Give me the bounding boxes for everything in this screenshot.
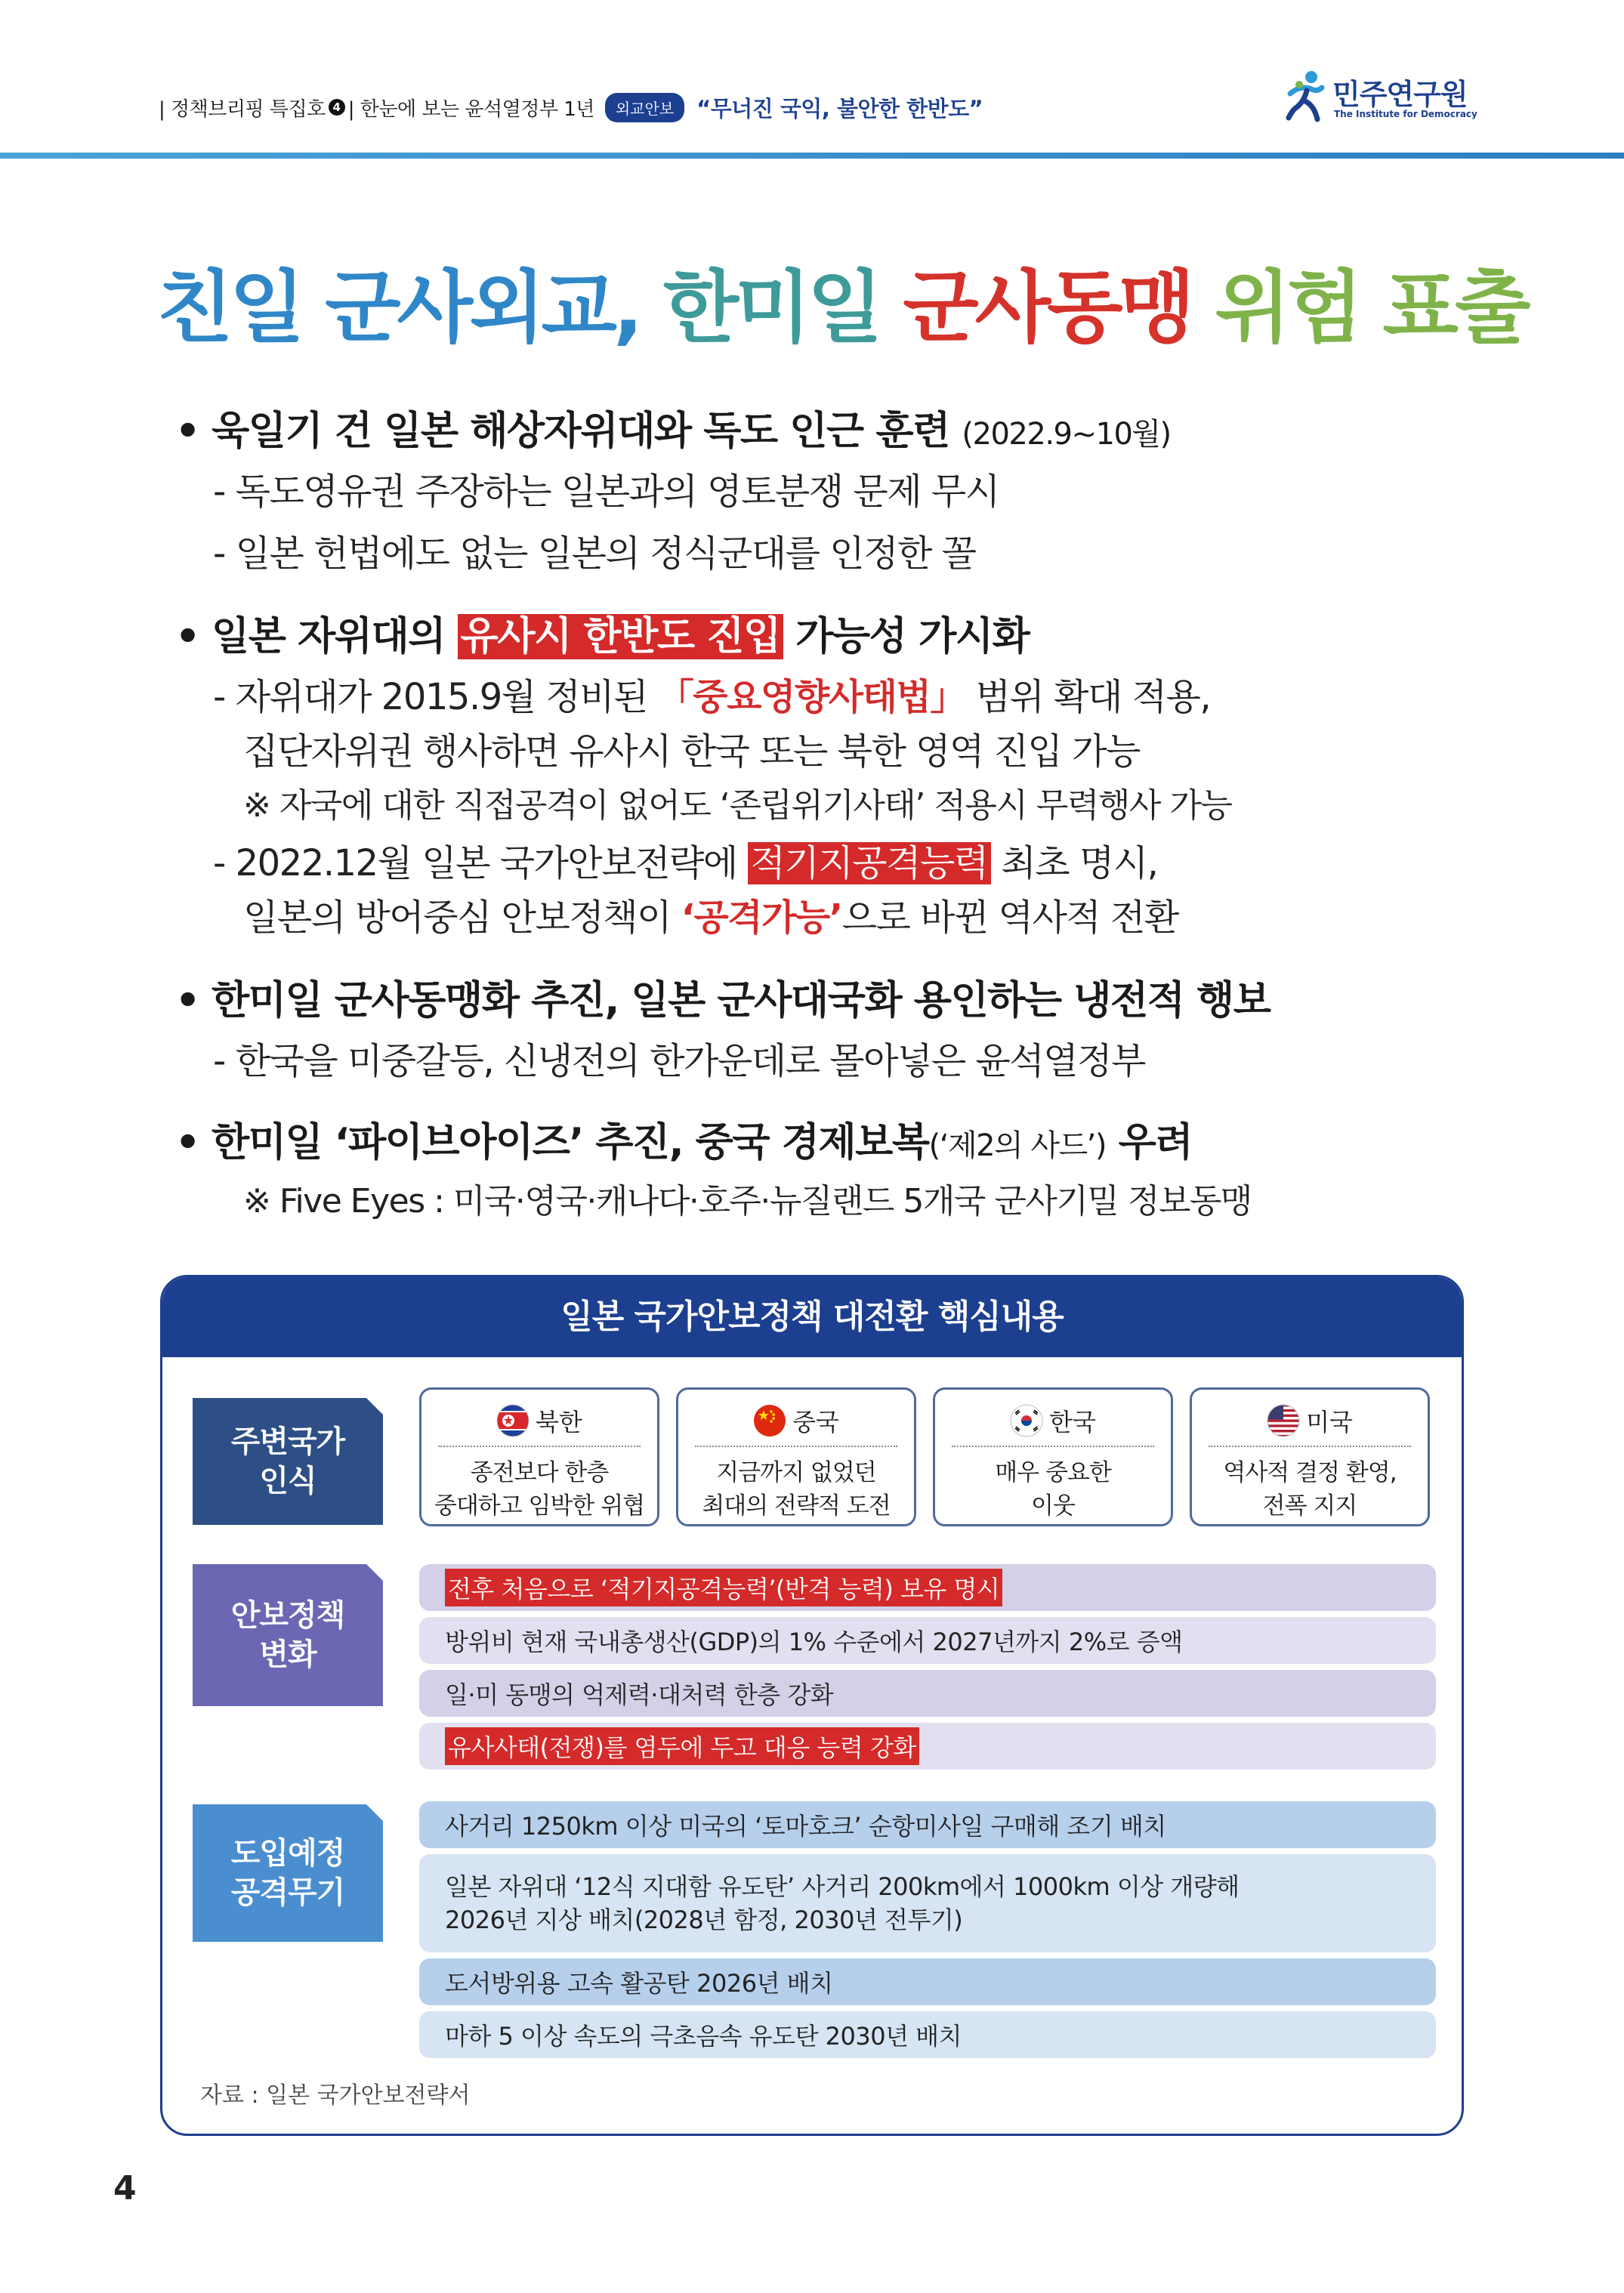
bullet-2-sub-2-cont-red: ‘공격가능’ — [681, 897, 842, 939]
policy-row-4-text: 유사사태(전쟁)를 염두에 두고 대응 능력 강화 — [445, 1727, 919, 1765]
header-category-badge: 외교안보 — [605, 93, 684, 122]
page-title — [157, 258, 1527, 356]
title-part-2: 한미일 — [662, 261, 880, 353]
weapon-row-2 — [419, 1854, 1436, 1952]
summary-box — [160, 1275, 1464, 2136]
header-issue-number: 4 — [329, 99, 345, 116]
bullet-3-text: 한미일 군사동맹화 추진, 일본 군사대국화 용인하는 냉전적 행보 — [211, 978, 1270, 1023]
country-card-usa — [1190, 1387, 1430, 1526]
bullet-marker: • — [175, 409, 199, 454]
bullet-3-sub-1: - 한국을 미중갈등, 신냉전의 한가운데로 몰아넣은 윤석열정부 — [213, 1040, 1145, 1082]
bullet-2-note: ※ 자국에 대한 직접공격이 없어도 ‘존립위기사태’ 적용시 무력행사 가능 — [243, 786, 1232, 825]
title-part-4: 위험 표출 — [1215, 261, 1527, 353]
bullet-2-sub-1-pre: - 자위대가 2015.9월 정비된 — [213, 676, 647, 718]
country-name: 북한 — [536, 1408, 582, 1437]
tag-2-line-2: 변화 — [259, 1637, 316, 1672]
policy-row-4 — [419, 1723, 1436, 1770]
title-part-1: 친일 군사외교, — [157, 261, 640, 353]
policy-row-1 — [419, 1564, 1436, 1611]
weapon-row-2-line-1: 일본 자위대 ‘12식 지대함 유도탄’ 사거리 200km에서 1000km 이상 개량해 — [445, 1872, 1240, 1901]
header-series: | 정책브리핑 특집호 — [159, 97, 326, 121]
usa-flag-icon — [1267, 1404, 1300, 1437]
weapon-row-2-line-2: 2026년 지상 배치(2028년 함정, 2030년 전투기) — [445, 1906, 963, 1934]
south-korea-flag-icon — [1010, 1404, 1043, 1437]
bullet-4 — [175, 1110, 1192, 1167]
weapon-row-4 — [419, 2011, 1436, 2058]
logo-subtitle: The Institute for Democracy — [1334, 109, 1477, 119]
card-divider — [1209, 1446, 1411, 1447]
country-desc-line-2: 최대의 전략적 도전 — [702, 1492, 891, 1520]
weapon-row-4-text: 마하 5 이상 속도의 극초음속 유도탄 2030년 배치 — [445, 2022, 962, 2051]
country-name: 중국 — [792, 1408, 839, 1437]
tag-planned-weapons — [193, 1804, 383, 1942]
bullet-4-note: (‘제2의 사드’) — [928, 1128, 1106, 1163]
country-desc-line-2: 중대하고 임박한 위협 — [434, 1492, 645, 1520]
bullet-2-sub-2-cont — [243, 888, 1178, 940]
page-number: 4 — [113, 2169, 137, 2208]
bullet-2-highlight: 유사시 한반도 진입 — [458, 614, 783, 659]
weapon-row-1 — [419, 1801, 1436, 1848]
policy-row-2-text: 방위비 현재 국내총생산(GDP)의 1% 수준에서 2027년까지 2%로 증액 — [445, 1628, 1183, 1656]
bullet-2-sub-1-cont: 집단자위권 행사하면 유사시 한국 또는 북한 영역 진입 가능 — [243, 730, 1140, 773]
tag-1-line-2: 인식 — [259, 1464, 316, 1498]
tag-3-line-2: 공격무기 — [230, 1875, 345, 1910]
bullet-2-sub-2-cont-pre: 일본의 방어중심 안보정책이 — [243, 897, 671, 939]
bullet-2-sub-1-law: 「중요영향사태법」 — [657, 676, 965, 718]
country-desc-line-1: 지금까지 없었던 — [716, 1459, 876, 1486]
tag-security-policy-change — [193, 1564, 383, 1706]
bullet-2-pre: 일본 자위대의 — [211, 614, 445, 659]
country-desc-line-1: 매우 중요한 — [995, 1459, 1111, 1486]
runner-logo-icon — [1284, 69, 1328, 122]
china-flag-icon — [753, 1404, 786, 1437]
header-divider — [0, 153, 1624, 159]
bullet-2-sub-2-pre: - 2022.12월 일본 국가안보전략에 — [213, 842, 737, 884]
country-card-south-korea — [933, 1387, 1173, 1526]
bullet-1-sub-2: - 일본 헌법에도 없는 일본의 정식군대를 인정한 꼴 — [213, 532, 976, 575]
policy-row-3-text: 일·미 동맹의 억제력·대처력 한층 강화 — [445, 1680, 834, 1709]
bullet-4-post: 우려 — [1118, 1120, 1193, 1165]
bullet-1-sub-1: - 독도영유권 주장하는 일본과의 영토분쟁 문제 무시 — [213, 471, 999, 513]
weapon-row-1-text: 사거리 1250km 이상 미국의 ‘토마호크’ 순항미사일 구매해 조기 배치 — [445, 1812, 1166, 1841]
country-name: 한국 — [1049, 1408, 1096, 1437]
country-card-china — [676, 1387, 916, 1526]
bullet-2-sub-2-cont-post: 으로 바뀐 역사적 전환 — [841, 897, 1178, 939]
bullet-2 — [175, 604, 1029, 661]
bullet-2-sub-1 — [213, 668, 1210, 720]
country-card-north-korea — [419, 1387, 659, 1526]
country-desc-line-1: 종전보다 한층 — [470, 1459, 609, 1486]
tag-3-line-1: 도입예정 — [230, 1836, 345, 1871]
bullet-3 — [175, 968, 1270, 1025]
bullet-marker: • — [175, 614, 199, 659]
bullet-2-post: 가능성 가시화 — [795, 614, 1030, 659]
country-desc-line-2: 전폭 지지 — [1262, 1492, 1357, 1520]
weapon-row-3-text: 도서방위용 고속 활공탄 2026년 배치 — [445, 1969, 833, 1998]
country-desc-line-2: 이웃 — [1031, 1492, 1075, 1520]
bullet-marker: • — [175, 978, 199, 1023]
page-header — [159, 85, 1465, 130]
bullet-1-note: (2022.9~10월) — [962, 417, 1171, 452]
north-korea-flag-icon — [496, 1404, 529, 1437]
bullet-marker: • — [175, 1120, 199, 1165]
bullet-2-sub-1-post: 범위 확대 적용, — [975, 676, 1211, 718]
logo-name: 민주연구원 — [1332, 78, 1468, 111]
summary-box-title: 일본 국가안보정책 대전환 핵심내용 — [162, 1277, 1462, 1357]
tag-1-line-1: 주변국가 — [230, 1424, 345, 1459]
policy-row-2 — [419, 1617, 1436, 1664]
country-desc-line-1: 역사적 결정 환영, — [1223, 1459, 1397, 1486]
tag-2-line-1: 안보정책 — [230, 1598, 345, 1633]
country-name: 미국 — [1306, 1408, 1353, 1437]
bullet-4-note-line: ※ Five Eyes : 미국·영국·캐나다·호주·뉴질랜드 5개국 군사기밀 정보동맹 — [243, 1182, 1252, 1221]
weapon-row-3 — [419, 1958, 1436, 2005]
header-quote: “무너진 국익, 불안한 한반도” — [696, 95, 983, 122]
source-note: 자료 : 일본 국가안보전략서 — [200, 2082, 471, 2109]
card-divider — [695, 1446, 897, 1447]
tag-neighbor-perception — [193, 1398, 383, 1525]
bullet-1 — [175, 399, 1171, 455]
card-divider — [438, 1446, 641, 1447]
card-divider — [952, 1446, 1154, 1447]
title-part-3: 군사동맹 — [903, 261, 1192, 353]
bullet-4-pre: 한미일 ‘파이브아이즈’ 추진, 중국 경제보복 — [211, 1120, 929, 1165]
bullet-2-sub-2-highlight: 적기지공격능력 — [748, 842, 991, 884]
bullet-2-sub-2 — [213, 834, 1157, 886]
header-subtitle: | 한눈에 보는 윤석열정부 1년 — [347, 97, 594, 121]
bullet-1-text: 욱일기 건 일본 해상자위대와 독도 인근 훈련 — [211, 409, 949, 454]
bullet-2-sub-2-post: 최초 명시, — [1001, 842, 1158, 884]
policy-row-1-text: 전후 처음으로 ‘적기지공격능력’(반격 능력) 보유 명시 — [445, 1569, 1002, 1606]
policy-row-3 — [419, 1670, 1436, 1717]
institute-logo — [1284, 66, 1477, 134]
